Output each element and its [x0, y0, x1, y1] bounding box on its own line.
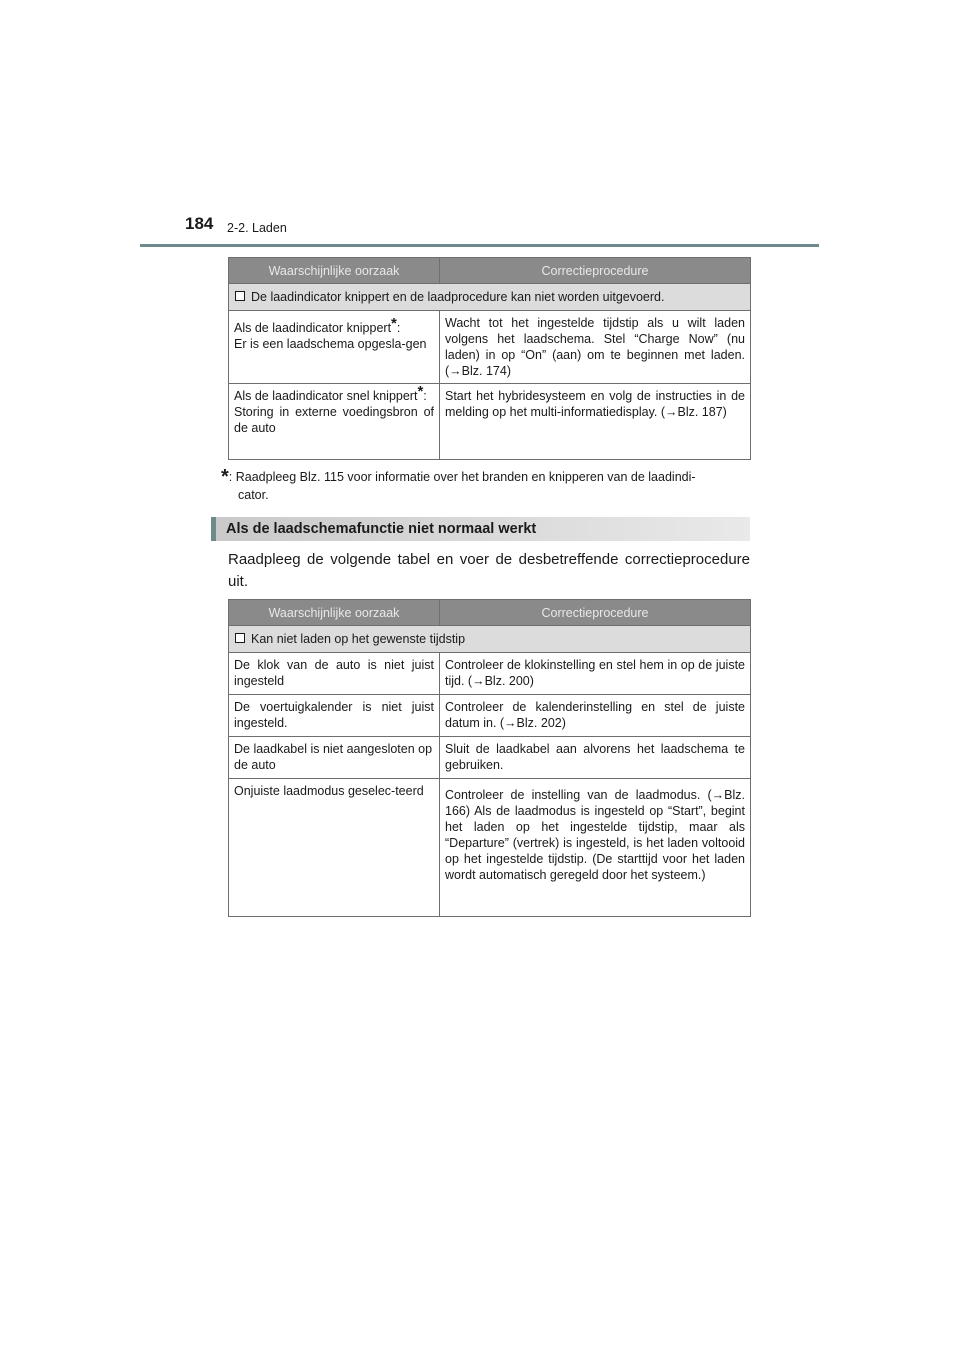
procedure-cell: Controleer de instelling van de laadmodus. (→Blz. 166) Als de laadmodus is ingesteld op “Start”, begint het laden op het ingestelde tijdstip, maar als “Departure” (vertrek) is ingesteld, is het laden voltooid op het ingestelde tijdstip. (De starttijd voor het laden wordt automatisch geregeld door het systeem.) — [440, 779, 751, 917]
cause-detail: Er is een laadschema opgesla-gen — [234, 337, 427, 351]
banner-accent-bar — [211, 517, 216, 541]
subheader-text: Kan niet laden op het gewenste tijdstip — [251, 632, 466, 646]
procedure-cell: Controleer de kalenderinstelling en stel de juiste datum in. (→Blz. 202) — [440, 695, 751, 737]
procedure-cell: Start het hybridesysteem en volg de instructies in de melding op het multi-informatiedisplay. (→Blz. 187) — [440, 384, 751, 460]
table-header-row — [229, 600, 751, 626]
section-title: Als de laadschemafunctie niet normaal werkt — [226, 521, 537, 537]
table-row — [229, 311, 751, 384]
col-header-cause: Waarschijnlijke oorzaak — [229, 600, 440, 626]
page-header — [185, 214, 825, 244]
cause-cell: De voertuigkalender is niet juist ingesteld. — [229, 695, 440, 737]
table-subheader — [229, 626, 751, 653]
cause-cell — [229, 311, 440, 384]
procedure-cell: Sluit de laadkabel aan alvorens het laadschema te gebruiken. — [440, 737, 751, 779]
col-header-procedure: Correctieprocedure — [440, 600, 751, 626]
procedure-cell: Controleer de klokinstelling en stel hem in op de juiste tijd. (→Blz. 200) — [440, 653, 751, 695]
cause-colon: : — [423, 389, 427, 403]
col-header-cause: Waarschijnlijke oorzaak — [229, 258, 440, 284]
table-subheader-row — [229, 284, 751, 311]
cause-cell: Onjuiste laadmodus geselec-teerd — [229, 779, 440, 917]
footnote-line-1: : Raadpleeg Blz. 115 voor informatie over het branden en knipperen van de laadindi- — [228, 470, 696, 484]
footnote-star: * — [221, 466, 229, 488]
asterisk-icon: * — [391, 315, 397, 332]
cause-text: Als de laadindicator knippert — [234, 321, 392, 335]
procedure-cell: Wacht tot het ingestelde tijdstip als u wilt laden volgens het laadschema. Stel “Charge Now” (nu laden) in op “On” (aan) om te beginnen met laden. (→Blz. 174) — [440, 311, 751, 384]
table-row — [229, 384, 751, 460]
cause-cell: De laadkabel is niet aangesloten op de auto — [229, 737, 440, 779]
section-banner — [211, 517, 750, 541]
table-charge-schedule — [228, 599, 751, 917]
checkbox-icon — [235, 633, 245, 643]
col-header-procedure: Correctieprocedure — [440, 258, 751, 284]
footnote — [221, 468, 751, 504]
footnote-line-2: cator. — [238, 488, 269, 502]
table-charging-indicator — [228, 257, 751, 460]
cause-cell — [229, 384, 440, 460]
table-subheader-row — [229, 626, 751, 653]
table-row — [229, 737, 751, 779]
asterisk-icon: * — [417, 383, 424, 400]
table-row — [229, 779, 751, 917]
table-subheader — [229, 284, 751, 311]
cause-text: Als de laadindicator snel knippert — [234, 389, 418, 403]
header-rule — [140, 244, 819, 247]
cause-detail: Storing in externe voedingsbron of de auto — [234, 405, 434, 435]
section-label: 2-2. Laden — [227, 221, 287, 235]
subheader-text: De laadindicator knippert en de laadprocedure kan niet worden uitgevoerd. — [251, 290, 665, 304]
table-row — [229, 653, 751, 695]
cause-colon: : — [396, 321, 401, 335]
intro-paragraph: Raadpleeg de volgende tabel en voer de desbetreffende correctieprocedure uit. — [228, 551, 750, 590]
checkbox-icon — [235, 291, 245, 301]
table-header-row — [229, 258, 751, 284]
page-number: 184 — [185, 214, 214, 233]
cause-cell: De klok van de auto is niet juist ingesteld — [229, 653, 440, 695]
table-row — [229, 695, 751, 737]
